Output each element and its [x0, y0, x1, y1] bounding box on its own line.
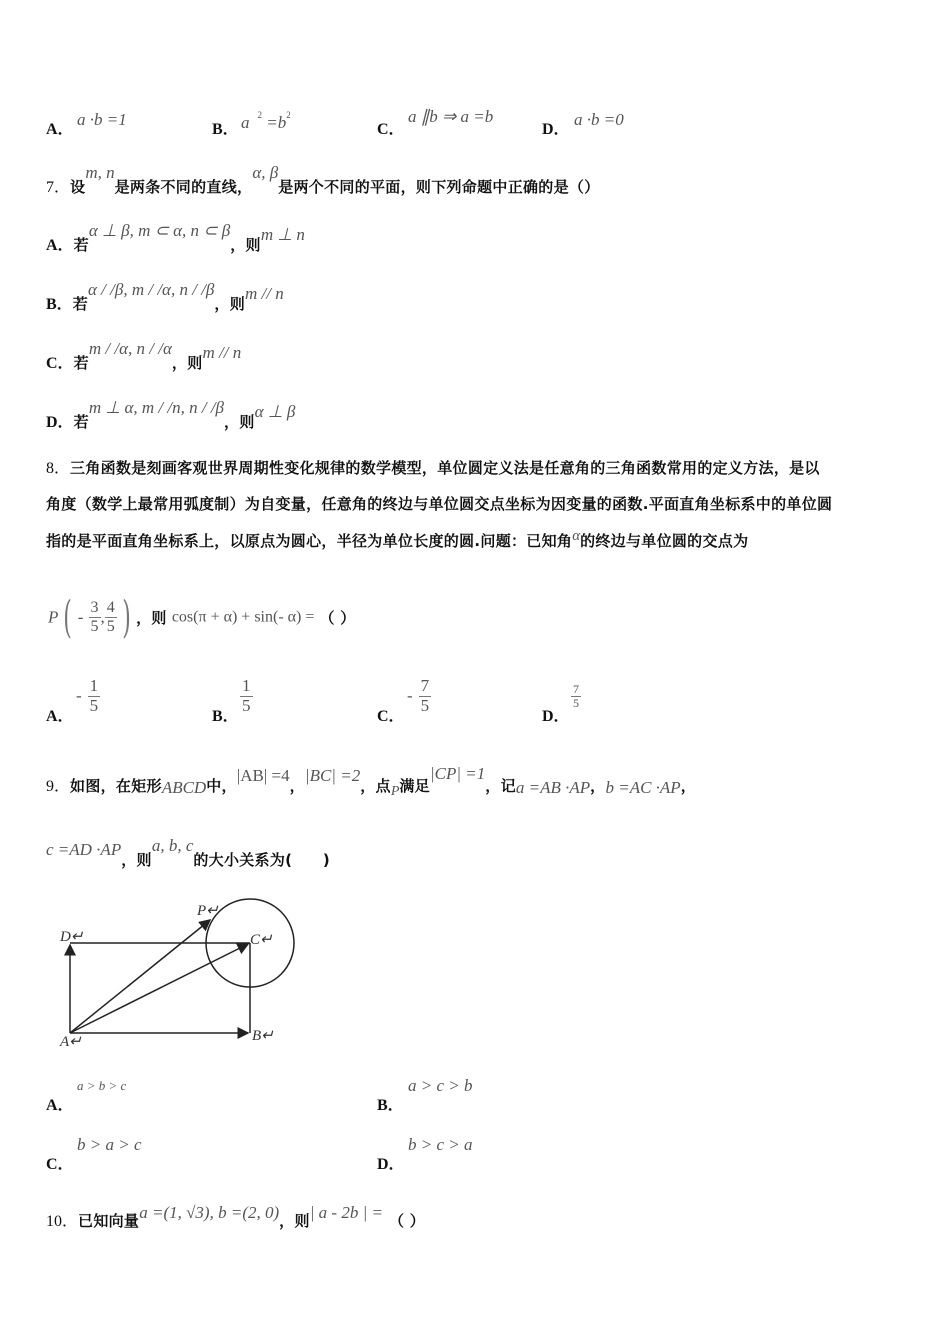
q9-option-c-label: C． — [46, 1156, 74, 1173]
q6-option-c-label: C． — [377, 121, 405, 138]
q6-option-a-expr: a ·b =1 — [77, 110, 127, 129]
q8-line3: 指的是平面直角坐标系上，以原点为圆心，半径为单位长度的圆.问题：已知角α的终边与单位圆的交点为 — [46, 528, 749, 550]
q7-option-a: A．若α ⊥ β, m ⊂ α, n ⊂ β，则m ⊥ n — [46, 221, 305, 254]
label-b: B↵ — [252, 1028, 274, 1044]
q8-option-c-label: C． — [377, 708, 405, 725]
q9-option-d-expr: b > c > a — [408, 1135, 473, 1154]
q9-figure — [40, 890, 320, 1060]
q10-stem: 10．已知向量a =(1, √3), b =(2, 0)，则| a - 2b | = （ ） — [46, 1203, 426, 1230]
q8-option-a-label: A． — [46, 708, 74, 725]
q6-option-b-label: B． — [212, 121, 239, 138]
label-a: A↵ — [60, 1034, 82, 1050]
q9-option-b-label: B． — [377, 1097, 404, 1114]
q7-option-c: C．若m / /α, n / /α，则m // n — [46, 339, 242, 372]
label-d: D↵ — [60, 929, 84, 945]
q8-option-a-value: - $\frac{1}{5}$ — [76, 676, 99, 715]
label-p: P↵ — [197, 903, 219, 919]
q8-line1: 8．三角函数是刻画客观世界周期性变化规律的数学模型，单位圆定义法是任意角的三角函数常用的定义方法，是以 — [46, 459, 820, 477]
vector-ac — [70, 944, 248, 1033]
q9-option-c-expr: b > a > c — [77, 1135, 142, 1154]
q8-option-c-value: - $\frac{7}{5}$ — [407, 676, 430, 715]
q8-point-expression: P ( - $\frac{3}{5}$ , $\frac{4}{5}$ ) ，则 cos(π + α) + sin(- α) = （ ） — [48, 592, 356, 643]
q8-option-d-label: D． — [542, 708, 570, 725]
q7-option-b: B．若α / /β, m / /α, n / /β，则m // n — [46, 280, 284, 313]
q6-option-a-label: A． — [46, 121, 74, 138]
vector-ap — [70, 920, 210, 1033]
q6-option-b-expr: a $^2 =b^2$ — [241, 110, 291, 132]
q9-stem-line1: 9．如图，在矩形ABCD中，|AB| =4，|BC| =2，点P满足|CP| =1，记a =AB ·AP，b =AC ·AP， — [46, 764, 696, 799]
q6-option-c-expr: a ∥b ⇒ a =b — [408, 107, 494, 126]
q9-option-a-expr: a > b > c — [77, 1078, 127, 1093]
q8-option-d-value: $\frac{7}{5}$ — [573, 682, 579, 711]
q9-option-a-label: A． — [46, 1097, 74, 1114]
q8-option-b-label: B． — [212, 708, 239, 725]
q8-line2: 角度（数学上最常用弧度制）为自变量，任意角的终边与单位圆交点坐标为因变量的函数.平面直角坐标系中的单位圆 — [46, 495, 833, 513]
q9-stem-line2: c =AD ·AP，则a, b, c的大小关系为( ) — [46, 836, 331, 869]
q7-stem: 7．设m, n是两条不同的直线，α, β是两个不同的平面，则下列命题中正确的是（） — [46, 163, 600, 196]
q8-option-b-value: $\frac{1}{5}$ — [242, 676, 251, 715]
q7-option-d: D．若m ⊥ α, m / /n, n / /β，则α ⊥ β — [46, 398, 296, 431]
q6-option-d-label: D． — [542, 121, 570, 138]
q6-option-d-expr: a ·b =0 — [574, 110, 624, 129]
q9-option-b-expr: a > c > b — [408, 1076, 473, 1095]
q9-option-d-label: D． — [377, 1156, 405, 1173]
label-c: C↵ — [250, 932, 273, 948]
